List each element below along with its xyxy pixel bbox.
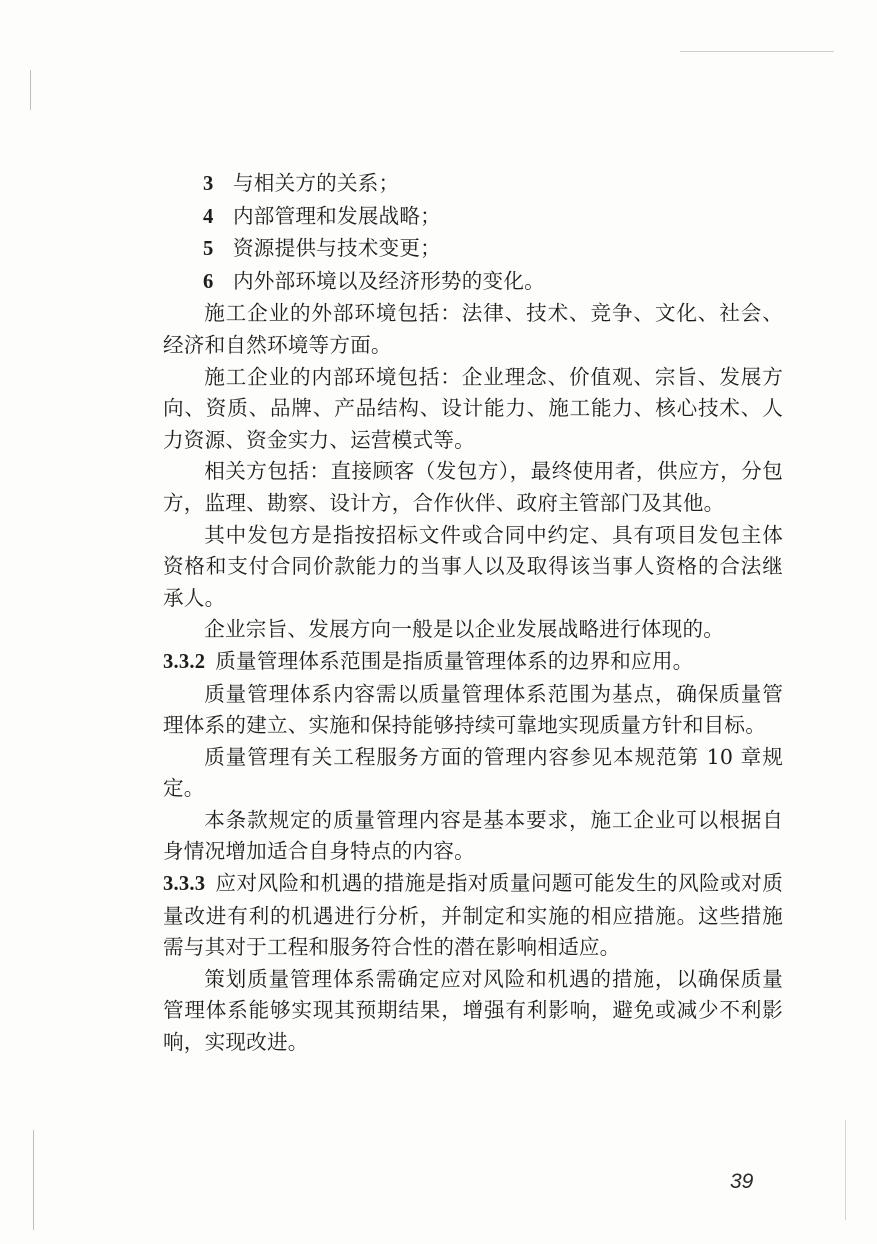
- list-item: [163, 266, 783, 299]
- clause-3-3-3: [163, 868, 783, 964]
- paragraph-related-parties: 相关方包括：直接顾客（发包方），最终使用者，供应方，分包方，监理、勘察、设计方，合作伙伴、政府主管部门及其他。: [163, 459, 783, 515]
- paragraph-scope-content: 质量管理体系内容需以质量管理体系范围为基点，确保质量管理体系的建立、实施和保持能够持续可靠地实现质量方针和目标。: [163, 681, 783, 738]
- list-item: [163, 233, 783, 266]
- list-item-text: 内部管理和发展战略；: [233, 203, 441, 228]
- page-number: 39: [730, 1170, 754, 1193]
- scan-margin-mark: [30, 70, 31, 110]
- list-item-text: 与相关方的关系；: [233, 171, 400, 195]
- clause-number: 3.3.3: [163, 873, 206, 896]
- paragraph-external-environment: 施工企业的外部环境包括：法律、技术、竞争、文化、社会、经济和自然环境等方面。: [163, 301, 783, 357]
- list-item-number: 3: [203, 173, 214, 195]
- paragraph-service-reference: 质量管理有关工程服务方面的管理内容参见本规范第 10 章规定。: [163, 744, 783, 801]
- page-body: [163, 168, 783, 1059]
- list-item: [163, 201, 783, 234]
- scan-margin-mark: [845, 1120, 846, 1220]
- list-item: [163, 168, 783, 201]
- clause-3-3-2: [163, 646, 783, 679]
- list-item-number: 6: [203, 270, 214, 293]
- scan-border-line: [680, 51, 834, 52]
- list-item-text: 资源提供与技术变更；: [233, 236, 441, 261]
- paragraph-purpose: 企业宗旨、发展方向一般是以企业发展战略进行体现的。: [204, 617, 725, 642]
- clause-number: 3.3.2: [163, 650, 206, 673]
- paragraph-contractor-definition: 其中发包方是指按招标文件或合同中约定、具有项目发包主体资格和支付合同价款能力的当事人以及取得该当事人资格的合法继承人。: [163, 522, 783, 610]
- list-item-text: 内外部环境以及经济形势的变化。: [233, 268, 545, 293]
- clause-text: 应对风险和机遇的措施是指对质量问题可能发生的风险或对质量改进有利的机遇进行分析，并制定和实施的相应措施。这些措施需与其对于工程和服务符合性的潜在影响相适应。: [163, 871, 783, 960]
- paragraph-basic-requirement: 本条款规定的质量管理内容是基本要求，施工企业可以根据自身情况增加适合自身特点的内容。: [163, 807, 783, 864]
- scan-margin-mark: [33, 1130, 34, 1230]
- clause-text: 质量管理体系范围是指质量管理体系的边界和应用。: [215, 648, 694, 673]
- paragraph-internal-environment: 施工企业的内部环境包括：企业理念、价值观、宗旨、发展方向、资质、品牌、产品结构、设计能力、施工能力、核心技术、人力资源、资金实力、运营模式等。: [163, 364, 783, 452]
- list-item-number: 4: [203, 205, 214, 228]
- paragraph-planning: 策划质量管理体系需确定应对风险和机遇的措施，以确保质量管理体系能够实现其预期结果，增强有利影响，避免或减少不利影响，实现改进。: [163, 966, 783, 1055]
- list-item-number: 5: [203, 238, 214, 261]
